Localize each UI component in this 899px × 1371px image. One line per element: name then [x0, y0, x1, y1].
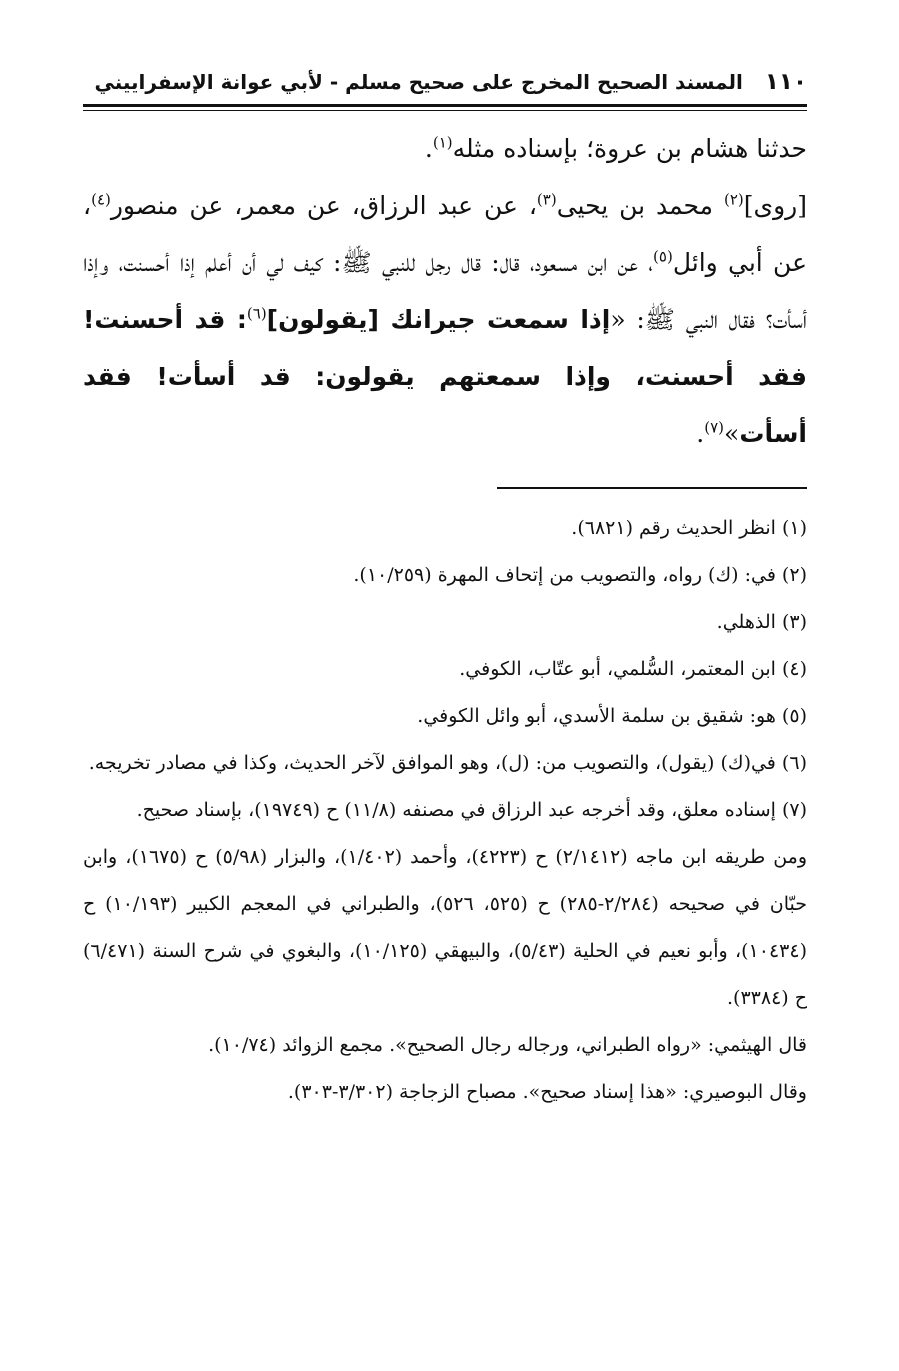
text-segment: حدثنا هشام بن عروة؛ بإسناده مثله [452, 134, 807, 163]
footnote-ref-4: (٤) [91, 190, 111, 209]
footnote-separator [497, 487, 807, 489]
footnote-2: (٢) في: (ك) رواه، والتصويب من إتحاف المهرة (١٠/٢٥٩). [353, 564, 807, 586]
text-segment: [روى] [743, 191, 807, 220]
footnote-ref-7: (٧) [704, 418, 725, 437]
footnote-6: (٦) في(ك) (يقول)، والتصويب من: (ل)، وهو الموافق لآخر الحديث، وكذا في مصادر تخريجه. [88, 752, 807, 774]
footnote-5: (٥) هو: شقيق بن سلمة الأسدي، أبو وائل الكوفي. [417, 705, 807, 727]
footnote-7-haythami: قال الهيثمي: «رواه الطبراني، ورجاله رجال الصحيح». مجمع الزوائد (١٠/٧٤). [208, 1034, 807, 1056]
footnote-4: (٤) ابن المعتمر، السُّلمي، أبو عتّاب، الكوفي. [459, 658, 807, 680]
header-rule-thick [83, 104, 807, 107]
header-rule-thin [83, 110, 807, 111]
footnote-7: (٧) إسناده معلق، وقد أخرجه عبد الرزاق في مصنفه (١١/٨) ح (١٩٧٤٩)، بإسناد صحيح. [136, 799, 807, 821]
footnote-ref-3: (٣) [536, 190, 557, 209]
text-segment: . [696, 419, 705, 448]
running-header [83, 62, 807, 102]
footnote-ref-6: (٦) [246, 304, 267, 323]
text-segment: ، عن أبي وائل [83, 191, 807, 277]
text-segment: ، عن عبد الرزاق، عن معمر، عن منصور [110, 191, 537, 220]
text-segment: ، عن ابن مسعود، قال: قال رجل للنبي ﷺ: كيف لي أن أعلم إذا أحسنت، وإذا أسأت؟ فقال النبي ﷺ: « [83, 248, 807, 334]
page-number: ١١٠ [764, 69, 807, 95]
footnote-ref-1: (١) [432, 133, 453, 152]
footnote-ref-2: (٢) [723, 190, 744, 209]
paragraph-2 [83, 177, 807, 462]
footnote-ref-5: (٥) [653, 247, 673, 266]
text-segment: محمد بن يحيى [556, 191, 724, 220]
footnote-7-continuation: ومن طريقه ابن ماجه (٢/١٤١٢) ح (٤٢٢٣)، وأحمد (١/٤٠٢)، والبزار (٥/٩٨) ح (١٦٧٥)، وابن حبّان في صحيحه (٢/٢٨٤-٢٨٥) ح (٥٢٥، ٥٢٦)، والطبراني في المعجم الكبير (١٠/١٩٣) ح (١٠٤٣٤)، وأبو نعيم في الحلية (٥/٤٣)، والبيهقي (١٠/١٢٥)، والبغوي في شرح السنة (٦/٤٧١) ح (٣٣٨٤). [83, 846, 808, 1009]
text-segment: . [424, 134, 433, 163]
footnote-1: (١) انظر الحديث رقم (٦٨٢١). [571, 517, 807, 539]
hadith-text-bold: : قد أحسنت! فقد أحسنت، وإذا سمعتهم يقولون: قد أسأت! فقد أسأت [83, 305, 807, 448]
book-title: المسند الصحيح المخرج على صحيح مسلم - لأبي عوانة الإسفراييني [94, 70, 743, 94]
main-text [83, 120, 807, 462]
hadith-text-bold: إذا سمعت جيرانك [يقولون] [266, 305, 611, 334]
footnote-7-busiri: وقال البوصيري: «هذا إسناد صحيح». مصباح الزجاجة (٣/٣٠٢-٣٠٣). [287, 1081, 807, 1103]
footnotes [83, 505, 807, 1116]
text-segment: » [724, 419, 740, 448]
footnote-3: (٣) الذهلي. [716, 611, 807, 633]
paragraph-1 [83, 120, 807, 177]
